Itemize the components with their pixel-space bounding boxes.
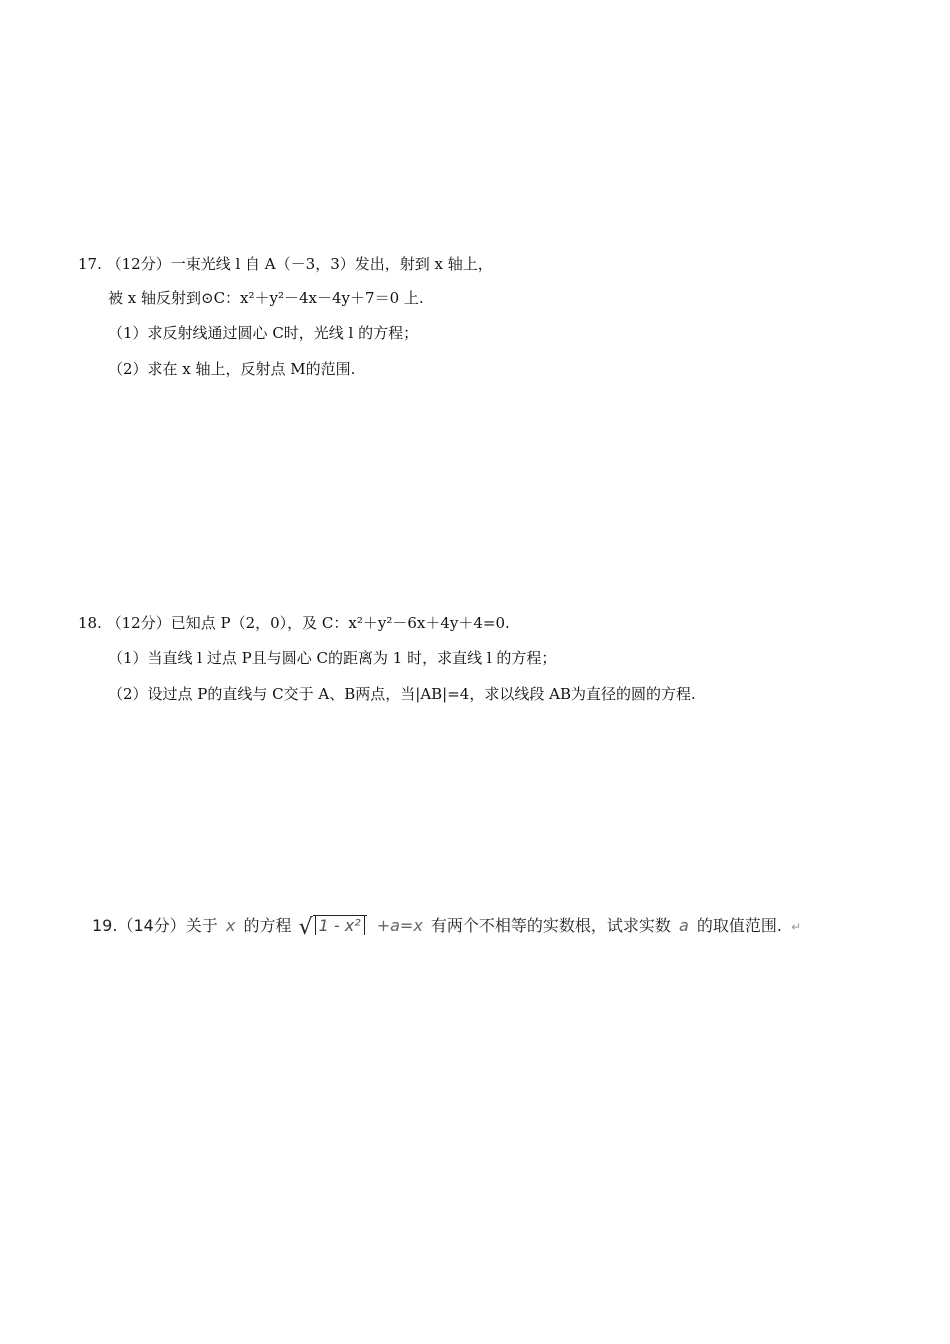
q18-part-2: （2）设过点 P的直线与 C交于 A、B两点，当|AB|=4，求以线段 AB为直径的圆的方程. xyxy=(108,685,696,703)
q19-var-x: x xyxy=(225,916,236,935)
paragraph-return-icon: ↵ xyxy=(791,920,802,934)
q19-after-sqrt: +a=x xyxy=(376,916,423,935)
q17-line-1: 17. （12分）一束光线 l 自 A（－3，3）发出，射到 x 轴上， xyxy=(78,255,493,273)
q17-part-1: （1）求反射线通过圆心 C时，光线 l 的方程； xyxy=(108,324,419,342)
sqrt-sign-icon: √ xyxy=(298,915,313,940)
q19-radicand: 1 - x² xyxy=(315,916,365,935)
q18-line-1: 18. （12分）已知点 P（2，0），及 C：x²＋y²－6x＋4y＋4=0. xyxy=(78,614,510,632)
q19-var-a: a xyxy=(679,916,689,935)
q19-sqrt xyxy=(299,913,367,941)
q19-end: 的取值范围. xyxy=(696,916,783,935)
q19-mid: 的方程 xyxy=(243,916,292,935)
q19-line xyxy=(92,913,801,941)
q17-line-2: 被 x 轴反射到⊙C：x²＋y²－4x－4y＋7＝0 上. xyxy=(108,289,424,307)
q17-part-2: （2）求在 x 轴上，反射点 M的范围. xyxy=(108,360,356,378)
q18-part-1: （1）当直线 l 过点 P且与圆心 C的距离为 1 时，求直线 l 的方程； xyxy=(108,649,557,667)
q19-prefix: 19.（14分）关于 xyxy=(92,916,218,935)
q19-suffix: 有两个不相等的实数根，试求实数 xyxy=(430,916,671,935)
